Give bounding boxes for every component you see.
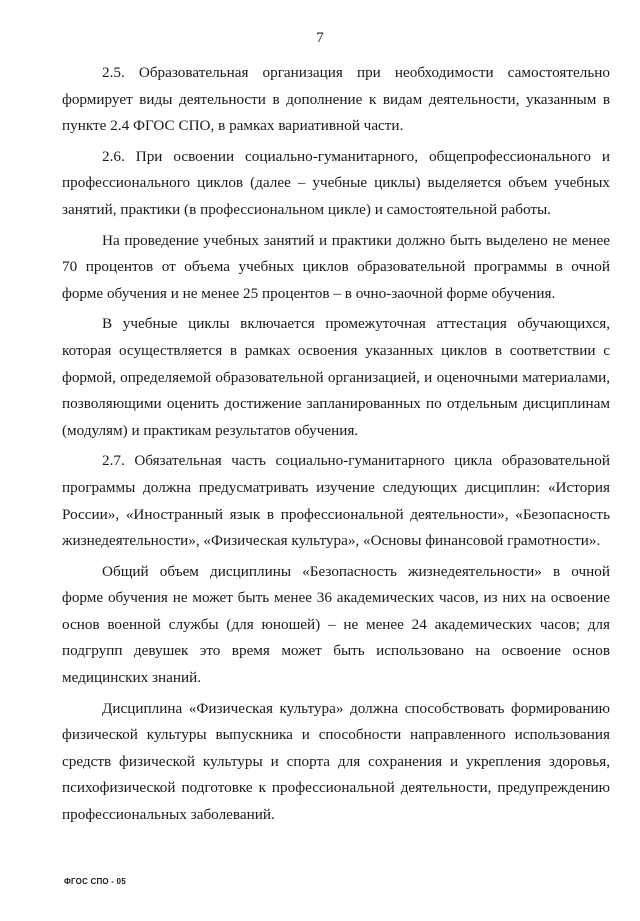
paragraph-2-6: 2.6. При освоении социально-гуманитарного, общепрофессионального и профессионального циклов (далее – учебные циклы) выделяется объем учебных занятий, практики (в профессиональном цикле) и самостоятельной работы.: [62, 147, 610, 218]
document-body: [62, 60, 610, 833]
paragraph-2-5: 2.5. Образовательная организация при необходимости самостоятельно формирует виды деятельности в дополнение к видам деятельности, указанным в пункте 2.4 ФГОС СПО, в рамках вариативной части.: [62, 64, 610, 135]
footer-code: ФГОС СПО - 05: [64, 877, 126, 886]
paragraph-life-safety-hours: Общий объем дисциплины «Безопасность жизнедеятельности» в очной форме обучения не может быть менее 36 академических часов, из них на освоение основ военной службы (для юношей) – не менее 24 академических часов; для подгрупп девушек это время может быть использовано на освоение основ медицинских знаний.: [62, 562, 610, 687]
page-number: 7: [316, 30, 324, 46]
paragraph-physical-culture: Дисциплина «Физическая культура» должна способствовать формированию физической культуры выпускника и способности направленного использования средств физической культуры и спорта для сохранения и укрепления здоровья, психофизической подготовке к профессиональной деятельности, предупреждению профессиональных заболеваний.: [62, 699, 610, 824]
paragraph-practice-share: На проведение учебных занятий и практики должно быть выделено не менее 70 процентов от объема учебных циклов образовательной программы в очной форме обучения и не менее 25 процентов – в очно-заочной форме обучения.: [62, 231, 610, 302]
paragraph-intermediate-attestation: В учебные циклы включается промежуточная аттестация обучающихся, которая осуществляется в рамках освоения указанных циклов в соответствии с формой, определяемой образовательной организацией, и оценочными материалами, позволяющими оценить достижение запланированных по отдельным дисциплинам (модулям) и практикам результатов обучения.: [62, 315, 610, 439]
paragraph-2-7: 2.7. Обязательная часть социально-гуманитарного цикла образовательной программы должна предусматривать изучение следующих дисциплин: «История России», «Иностранный язык в профессиональной деятельности», «Безопасность жизнедеятельности», «Физическая культура», «Основы финансовой грамотности».: [62, 452, 610, 550]
